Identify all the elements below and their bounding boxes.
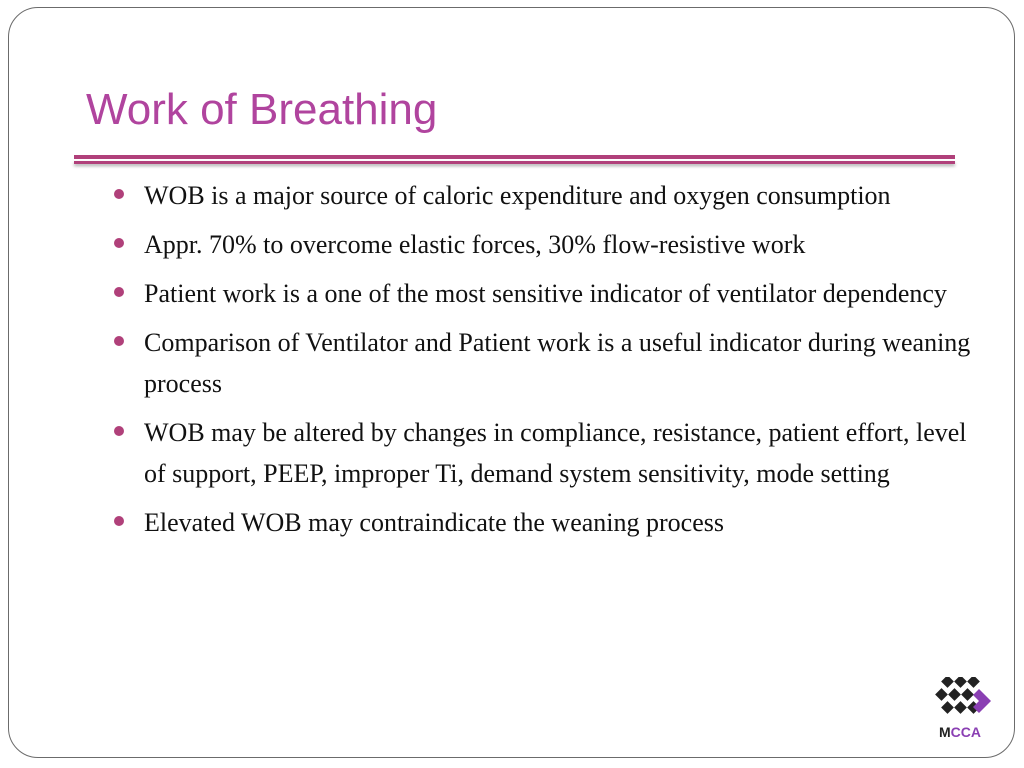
bullet-item: [112, 322, 972, 404]
bullet-item: [112, 175, 972, 216]
bullet-dot-icon: [114, 238, 124, 248]
bullet-text: WOB is a major source of caloric expenditure and oxygen consumption: [144, 181, 891, 210]
bullet-dot-icon: [114, 516, 124, 526]
logo-text-prefix: M: [939, 724, 951, 740]
bullet-item: [112, 224, 972, 265]
bullet-text: Patient work is a one of the most sensitive indicator of ventilator dependency: [144, 279, 947, 308]
bullet-dot-icon: [114, 426, 124, 436]
bullet-text: Elevated WOB may contraindicate the weaning process: [144, 508, 724, 537]
bullet-list: [112, 175, 972, 551]
bullet-dot-icon: [114, 336, 124, 346]
title-divider-top: [74, 155, 955, 159]
bullet-dot-icon: [114, 287, 124, 297]
mcca-logo-text: [939, 724, 981, 740]
title-divider-bottom: [74, 161, 955, 164]
bullet-item: [112, 502, 972, 543]
logo-text-accent: CCA: [950, 724, 982, 740]
bullet-item: [112, 273, 972, 314]
bullet-text: WOB may be altered by changes in compliance, resistance, patient effort, level of support, PEEP, improper Ti, demand system sensitivity, mode setting: [144, 418, 967, 488]
bullet-text: Appr. 70% to overcome elastic forces, 30% flow-resistive work: [144, 230, 806, 259]
bullet-text: Comparison of Ventilator and Patient work is a useful indicator during weaning process: [144, 328, 971, 398]
bullet-dot-icon: [114, 189, 124, 199]
bullet-item: [112, 412, 972, 494]
slide-title: Work of Breathing: [86, 85, 438, 134]
